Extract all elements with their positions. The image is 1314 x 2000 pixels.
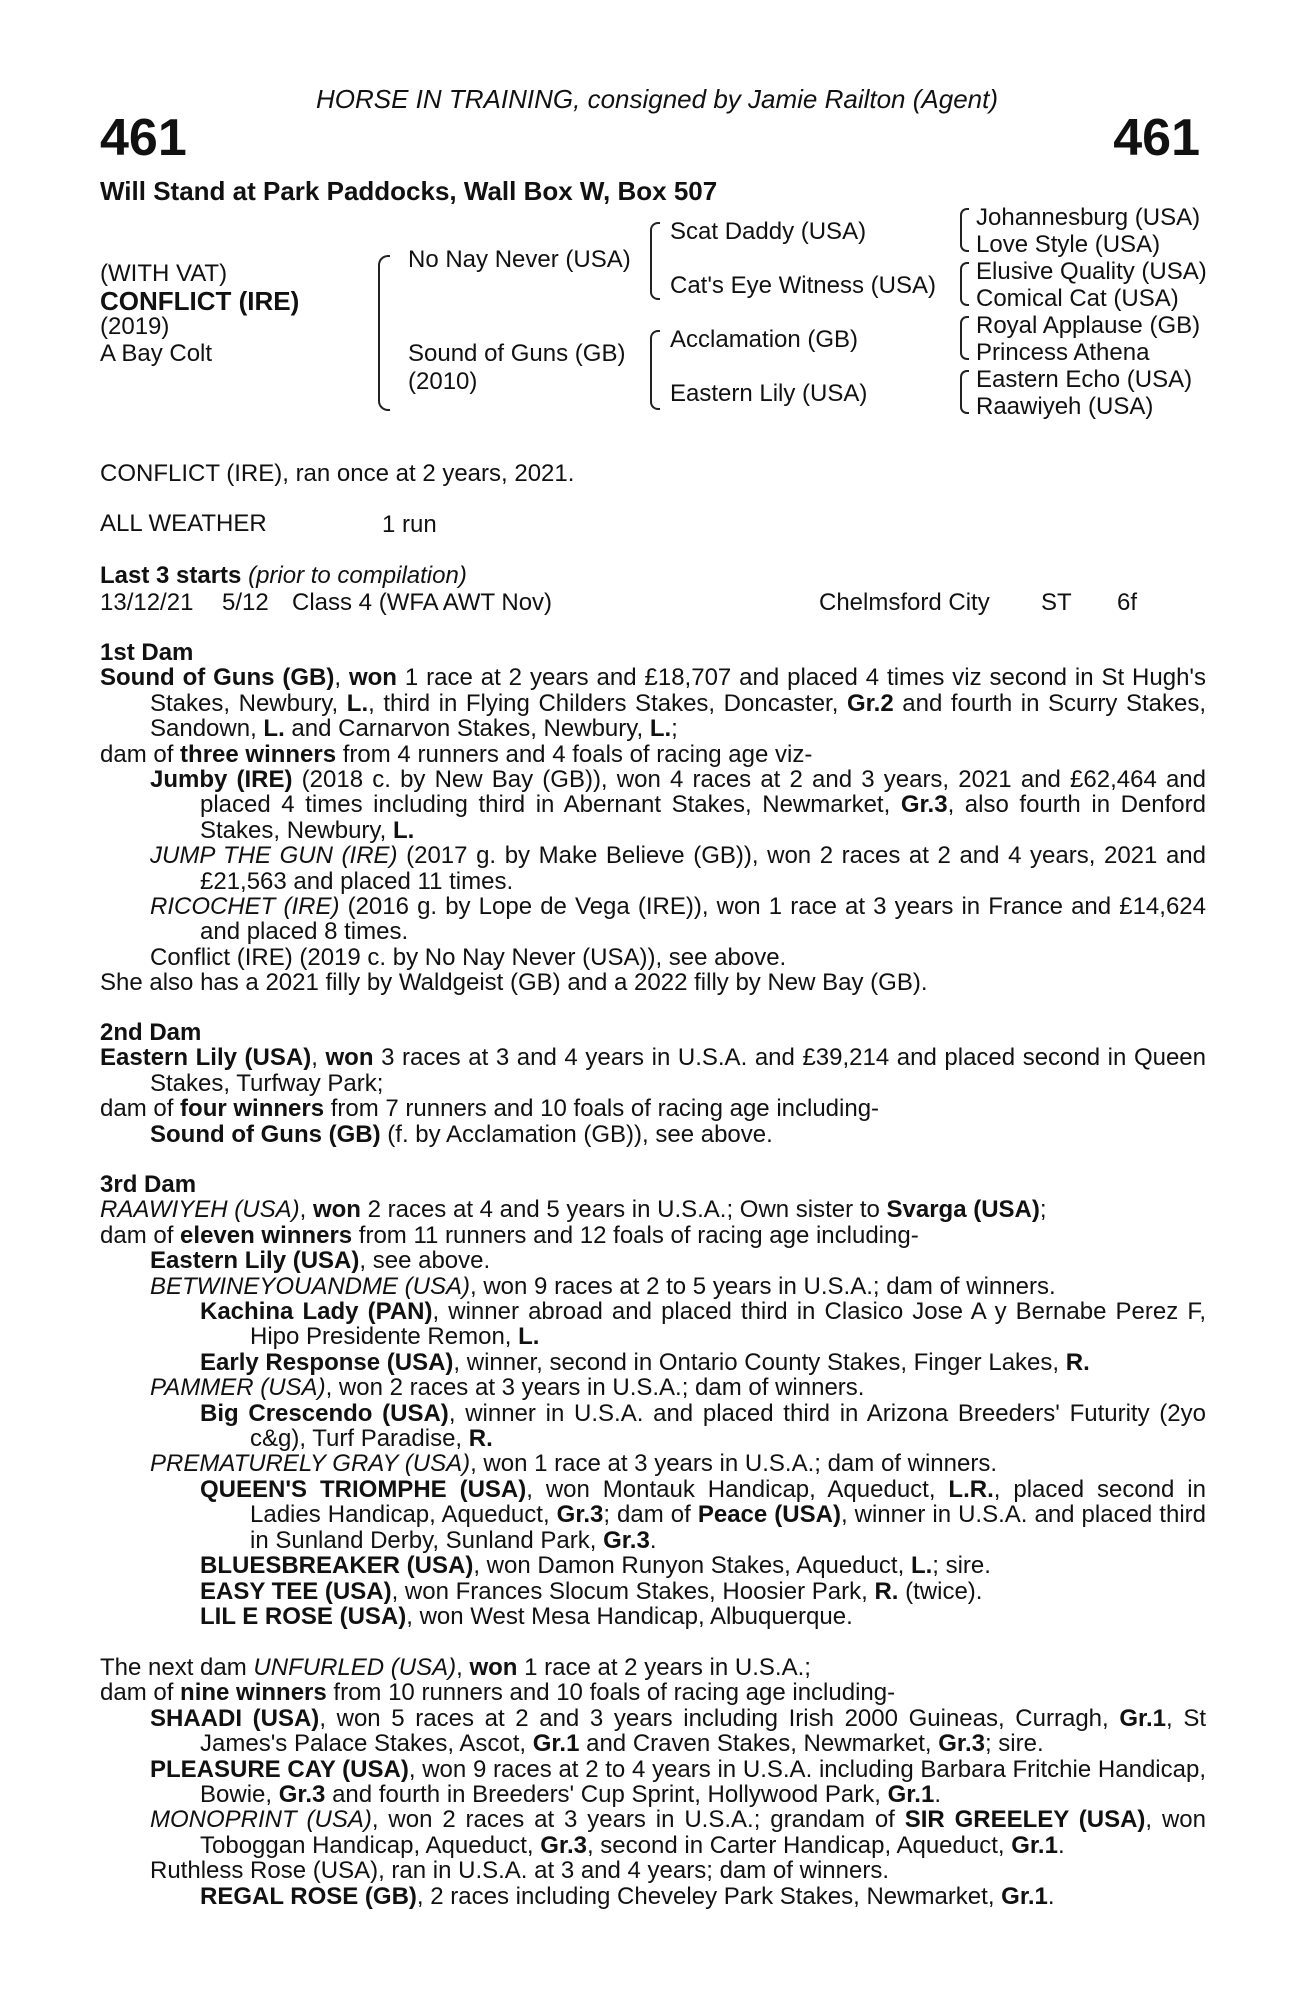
- text: ; sire.: [984, 1730, 1044, 1758]
- pedigree-g4: Comical Cat (USA): [976, 285, 1179, 312]
- produce-name: PREMATURELY GRAY (USA): [150, 1450, 471, 1478]
- won-label: won: [348, 664, 397, 692]
- text: , winner in U.S.A. and placed third in Arizona Breeders' Futurity (2yo c&g), Turf Paradise,: [250, 1399, 1206, 1453]
- won-label: won: [469, 1654, 518, 1681]
- produce-name: Big Crescendo (USA): [200, 1399, 449, 1427]
- produce-name: REGAL ROSE (GB): [200, 1882, 417, 1910]
- text: , winner, second in Ontario County Stakes, Finger Lakes,: [453, 1348, 1066, 1376]
- group-mark: Gr.2: [846, 689, 894, 717]
- pedigree-brace-g3: [960, 316, 969, 360]
- horse-description: A Bay Colt: [100, 340, 213, 367]
- text: , third in Flying Childers Stakes, Doncaster,: [368, 689, 847, 717]
- pedigree-dam-sire: Acclamation (GB): [670, 326, 859, 353]
- text: .: [1047, 1882, 1055, 1910]
- produce-name: BETWINEYOUANDME (USA): [150, 1272, 471, 1300]
- last-starts-title: Last 3 starts: [100, 562, 242, 589]
- won-label: won: [325, 1044, 374, 1072]
- third-dam-heading: 3rd Dam: [100, 1171, 197, 1198]
- stabling-location: Will Stand at Park Paddocks, Wall Box W, Box 507: [100, 176, 718, 206]
- lot-number-left: 461: [100, 109, 187, 167]
- restricted-mark: R.: [874, 1577, 899, 1605]
- produce-name: Sound of Guns (GB): [150, 1120, 381, 1148]
- text: .: [649, 1526, 657, 1554]
- next-dam-section: [100, 1655, 1206, 1909]
- produce-entry-sound-of-guns: [100, 1122, 1206, 1147]
- produce-entry: [100, 1757, 1206, 1808]
- listed-mark: L.: [392, 816, 415, 844]
- text: 1 race at 2 years and £18,707 and placed 4 times viz second in St Hugh's Stakes, Newbury,: [150, 664, 1207, 717]
- third-dam-entry: RAAWIYEH (USA), won 2 races at 4 and 5 years in U.S.A.; Own sister to Svarga (USA);: [100, 1196, 1047, 1224]
- produce-entry: Ruthless Rose (USA), ran in U.S.A. at 3 and 4 years; dam of winners.: [150, 1857, 889, 1885]
- winners-count: four winners: [180, 1095, 325, 1123]
- text: , won 9 races at 2 to 4 years in U.S.A. including Barbara Fritchie Handicap, Bowie,: [200, 1755, 1206, 1809]
- produce-entry-jumby: [100, 767, 1206, 843]
- produce-entry: [100, 1248, 1206, 1273]
- pedigree-dam: Sound of Guns (GB): [408, 340, 626, 367]
- listed-mark: L.R.: [948, 1475, 994, 1503]
- listed-mark: L.: [649, 715, 672, 743]
- text: ; sire.: [932, 1552, 991, 1580]
- text: and Carnarvon Stakes, Newbury,: [284, 715, 650, 743]
- text: (2018 c. by New Bay (GB)), won 4 races at 2 and 3 years, 2021 and £62,464 and placed 4 times including third in Abernant Stakes, Newmarket,: [200, 766, 1206, 819]
- vat-label: (WITH VAT): [100, 260, 228, 287]
- text: .: [934, 1781, 941, 1809]
- start-course: Chelmsford City: [819, 589, 990, 616]
- text: , winner abroad and placed third in Clasico Jose A y Bernabe Perez F, Hipo Presidente Remon,: [250, 1298, 1207, 1351]
- group-mark: Gr.3: [540, 1831, 587, 1859]
- text: , second in Carter Handicap, Aqueduct,: [586, 1831, 1012, 1859]
- produce-entry-ricochet: [100, 894, 1206, 945]
- surface-runs: 1 run: [382, 511, 437, 538]
- produce-name: BLUESBREAKER (USA): [200, 1552, 474, 1580]
- first-dam-name: Sound of Guns (GB): [100, 664, 335, 692]
- first-dam-entry: Sound of Guns (GB), won 1 race at 2 years and £18,707 and placed 4 times viz second in St Hugh's Stakes, Newbury, L., third in Flying Childers Stakes, Doncaster, Gr.2 and fourth in Scurry Stakes, Sandown, L. and Carnarvon Stakes, Newbury, L.;: [100, 664, 1207, 743]
- produce-name: SIR GREELEY (USA): [904, 1806, 1146, 1834]
- text: , St James's Palace Stakes, Ascot,: [200, 1704, 1207, 1758]
- text: , won Frances Slocum Stakes, Hoosier Park,: [391, 1577, 875, 1605]
- pedigree-g6: Princess Athena: [976, 339, 1150, 366]
- grand-produce-entry: [100, 1401, 1206, 1452]
- pedigree-g5: Royal Applause (GB): [976, 312, 1201, 339]
- produce-name: PAMMER (USA): [150, 1374, 326, 1402]
- consignor-header: HORSE IN TRAINING, consigned by Jamie Railton (Agent): [315, 84, 999, 114]
- third-dam-produce-summary: [100, 1223, 1206, 1248]
- third-dam-section: [100, 1172, 1206, 1629]
- produce-name: SHAADI (USA): [150, 1704, 320, 1732]
- listed-mark: L.: [910, 1552, 933, 1580]
- produce-name: MONOPRINT (USA): [150, 1806, 372, 1834]
- first-dam-note: She also has a 2021 filly by Waldgeist (GB) and a 2022 filly by New Bay (GB).: [100, 969, 928, 997]
- text: and fourth in Scurry Stakes, Sandown,: [150, 689, 1207, 743]
- text: from 7 runners and 10 foals of racing age including-: [324, 1095, 880, 1123]
- produce-name: RICOCHET (IRE): [150, 893, 340, 921]
- produce-name: Kachina Lady (PAN): [200, 1298, 433, 1326]
- text: , won 9 races at 2 to 5 years in U.S.A.; dam of winners.: [470, 1272, 1056, 1300]
- winners-count: nine winners: [180, 1679, 327, 1707]
- next-dam-produce-summary: [100, 1680, 1206, 1705]
- text: , won Toboggan Handicap, Aqueduct,: [200, 1806, 1206, 1859]
- pedigree-g2: Love Style (USA): [976, 231, 1161, 258]
- pedigree-sire: No Nay Never (USA): [408, 246, 631, 273]
- text: from 11 runners and 12 foals of racing age including-: [352, 1221, 919, 1249]
- produce-entry-conflict: Conflict (IRE) (2019 c. by No Nay Never (USA)), see above.: [150, 943, 787, 971]
- pedigree-brace-g2: [960, 262, 969, 306]
- winners-count: three winners: [180, 740, 337, 768]
- text: , won West Mesa Handicap, Albuquerque.: [406, 1602, 853, 1630]
- horse-name: CONFLICT (IRE): [100, 286, 300, 316]
- second-dam-entry: Eastern Lily (USA), won 3 races at 3 and 4 years in U.S.A. and £39,214 and placed second in Queen Stakes, Turfway Park;: [100, 1044, 1207, 1097]
- first-dam-section: [100, 640, 1206, 996]
- pedigree-dam-dam: Eastern Lily (USA): [670, 380, 868, 407]
- text: from 4 runners and 4 foals of racing age viz-: [336, 740, 813, 768]
- last-starts-note: (prior to compilation): [248, 562, 467, 589]
- listed-mark: L.: [518, 1323, 540, 1351]
- produce-name: Jumby (IRE): [150, 766, 293, 794]
- group-mark: Gr.3: [278, 1781, 326, 1809]
- grand-produce-entry: [100, 1350, 1206, 1375]
- race-record-summary: CONFLICT (IRE), ran once at 2 years, 2021.: [100, 460, 575, 487]
- start-race: Class 4 (WFA AWT Nov): [292, 589, 553, 616]
- pedigree-brace-main: [378, 255, 390, 411]
- last-starts-heading: [100, 563, 467, 588]
- produce-entry: [100, 1451, 1206, 1476]
- pedigree-brace-dam: [650, 330, 660, 410]
- text: , also fourth in Denford Stakes, Newbury,: [200, 791, 1206, 844]
- text: , winner in U.S.A. and placed third in Sunland Derby, Sunland Park,: [250, 1501, 1206, 1554]
- produce-name: QUEEN'S TRIOMPHE (USA): [200, 1475, 527, 1503]
- produce-name: LIL E ROSE (USA): [200, 1602, 407, 1630]
- produce-name: EASY TEE (USA): [200, 1577, 392, 1605]
- text: dam of: [100, 1095, 181, 1123]
- grand-produce-entry: [100, 1579, 1206, 1604]
- second-dam-produce-summary: [100, 1096, 1206, 1121]
- text: The next dam: [100, 1654, 254, 1681]
- group-mark: Gr.1: [1011, 1831, 1058, 1859]
- pedigree-g1: Johannesburg (USA): [976, 204, 1201, 231]
- group-mark: Gr.1: [887, 1781, 935, 1809]
- pedigree-brace-sire: [650, 222, 660, 300]
- start-going: ST: [1041, 589, 1072, 616]
- pedigree-g7: Eastern Echo (USA): [976, 366, 1193, 393]
- third-dam-name: RAAWIYEH (USA): [100, 1196, 300, 1224]
- sister-name: Svarga (USA): [886, 1196, 1040, 1224]
- second-dam-heading: 2nd Dam: [100, 1019, 202, 1046]
- pedigree-sire-sire: Scat Daddy (USA): [670, 218, 867, 245]
- first-dam-produce-summary: [100, 742, 1206, 767]
- text: dam of: [100, 1221, 181, 1249]
- text: (2016 g. by Lope de Vega (IRE)), won 1 race at 3 years in France and £14,624 and placed 8 times.: [200, 893, 1206, 946]
- text: .: [1057, 1831, 1065, 1859]
- produce-name: Early Response (USA): [200, 1348, 454, 1376]
- group-mark: Gr.3: [900, 791, 948, 819]
- start-distance: 6f: [1117, 589, 1138, 616]
- text: (2017 g. by Make Believe (GB)), won 2 races at 2 and 4 years, 2021 and £21,563 and placed 11 times.: [200, 842, 1206, 895]
- grand-produce-entry: [100, 1477, 1206, 1553]
- produce-entry: [100, 1706, 1206, 1757]
- horse-year: (2019): [100, 313, 170, 340]
- group-mark: Gr.3: [556, 1501, 604, 1529]
- text: and Craven Stakes, Newmarket,: [579, 1730, 939, 1758]
- text: , won Damon Runyon Stakes, Aqueduct,: [473, 1552, 911, 1580]
- text: , won Montauk Handicap, Aqueduct,: [526, 1475, 949, 1503]
- group-mark: Gr.1: [1001, 1882, 1048, 1910]
- text: 2 races at 4 and 5 years in U.S.A.; Own sister to: [360, 1196, 887, 1224]
- pedigree-g3: Elusive Quality (USA): [976, 258, 1207, 285]
- lot-number-right: 461: [1113, 109, 1200, 167]
- produce-name: PLEASURE CAY (USA): [150, 1755, 409, 1783]
- text: (twice).: [898, 1577, 983, 1605]
- pedigree-brace-g4: [960, 370, 969, 414]
- produce-entry-jump-the-gun: [100, 843, 1206, 894]
- pedigree-dam-year: (2010): [408, 368, 478, 395]
- text: 1 race at 2 years in U.S.A.;: [517, 1654, 811, 1681]
- text: ;: [1039, 1196, 1047, 1224]
- produce-name: JUMP THE GUN (IRE): [150, 842, 398, 870]
- grand-produce-entry: [100, 1553, 1206, 1578]
- grand-produce-entry: [100, 1884, 1206, 1909]
- text: (f. by Acclamation (GB)), see above.: [380, 1120, 773, 1148]
- next-dam-entry: [100, 1655, 1206, 1680]
- text: 3 races at 3 and 4 years in U.S.A. and £39,214 and placed second in Queen Stakes, Turfway Park;: [150, 1044, 1207, 1097]
- produce-name: Eastern Lily (USA): [150, 1247, 360, 1275]
- group-mark: Gr.3: [938, 1730, 985, 1758]
- listed-mark: L.: [346, 689, 369, 717]
- text: ,: [456, 1654, 470, 1681]
- text: , won 2 races at 3 years in U.S.A.; grandam of: [371, 1806, 905, 1834]
- start-date: 13/12/21: [100, 589, 194, 616]
- grand-produce-entry: [100, 1604, 1206, 1629]
- winners-count: eleven winners: [180, 1221, 353, 1249]
- text: , won 2 races at 3 years in U.S.A.; dam of winners.: [325, 1374, 865, 1402]
- next-dam-name: UNFURLED (USA): [253, 1654, 457, 1681]
- text: , won 1 race at 3 years in U.S.A.; dam of winners.: [470, 1450, 997, 1478]
- second-dam-name: Eastern Lily (USA): [100, 1044, 312, 1072]
- text: dam of: [100, 1679, 181, 1707]
- text: , placed second in Ladies Handicap, Aqueduct,: [250, 1475, 1206, 1529]
- grand-produce-entry: [100, 1299, 1206, 1350]
- pedigree-sire-dam: Cat's Eye Witness (USA): [670, 272, 936, 299]
- produce-entry: [100, 1375, 1206, 1400]
- pedigree-g8: Raawiyeh (USA): [976, 393, 1154, 420]
- text: dam of: [100, 740, 181, 768]
- restricted-mark: R.: [468, 1425, 493, 1453]
- surface-label: ALL WEATHER: [100, 510, 267, 537]
- text: from 10 runners and 10 foals of racing age including-: [326, 1679, 896, 1707]
- restricted-mark: R.: [1065, 1348, 1090, 1376]
- produce-entry: [100, 1807, 1206, 1858]
- text: and fourth in Breeders' Cup Sprint, Hollywood Park,: [325, 1781, 888, 1809]
- text: , 2 races including Cheveley Park Stakes, Newmarket,: [416, 1882, 1002, 1910]
- start-placing: 5/12: [222, 589, 269, 616]
- group-mark: Gr.1: [1119, 1704, 1167, 1732]
- text: ; dam of: [603, 1501, 698, 1529]
- first-dam-heading: 1st Dam: [100, 639, 194, 666]
- produce-name: Peace (USA): [697, 1501, 841, 1529]
- text: , see above.: [359, 1247, 491, 1275]
- listed-mark: L.: [263, 715, 285, 743]
- pedigree-brace-g1: [960, 208, 969, 252]
- group-mark: Gr.3: [603, 1526, 650, 1554]
- won-label: won: [312, 1196, 361, 1224]
- group-mark: Gr.1: [532, 1730, 580, 1758]
- text: , won 5 races at 2 and 3 years including Irish 2000 Guineas, Curragh,: [319, 1704, 1120, 1732]
- second-dam-section: [100, 1020, 1206, 1147]
- produce-entry: [100, 1274, 1206, 1299]
